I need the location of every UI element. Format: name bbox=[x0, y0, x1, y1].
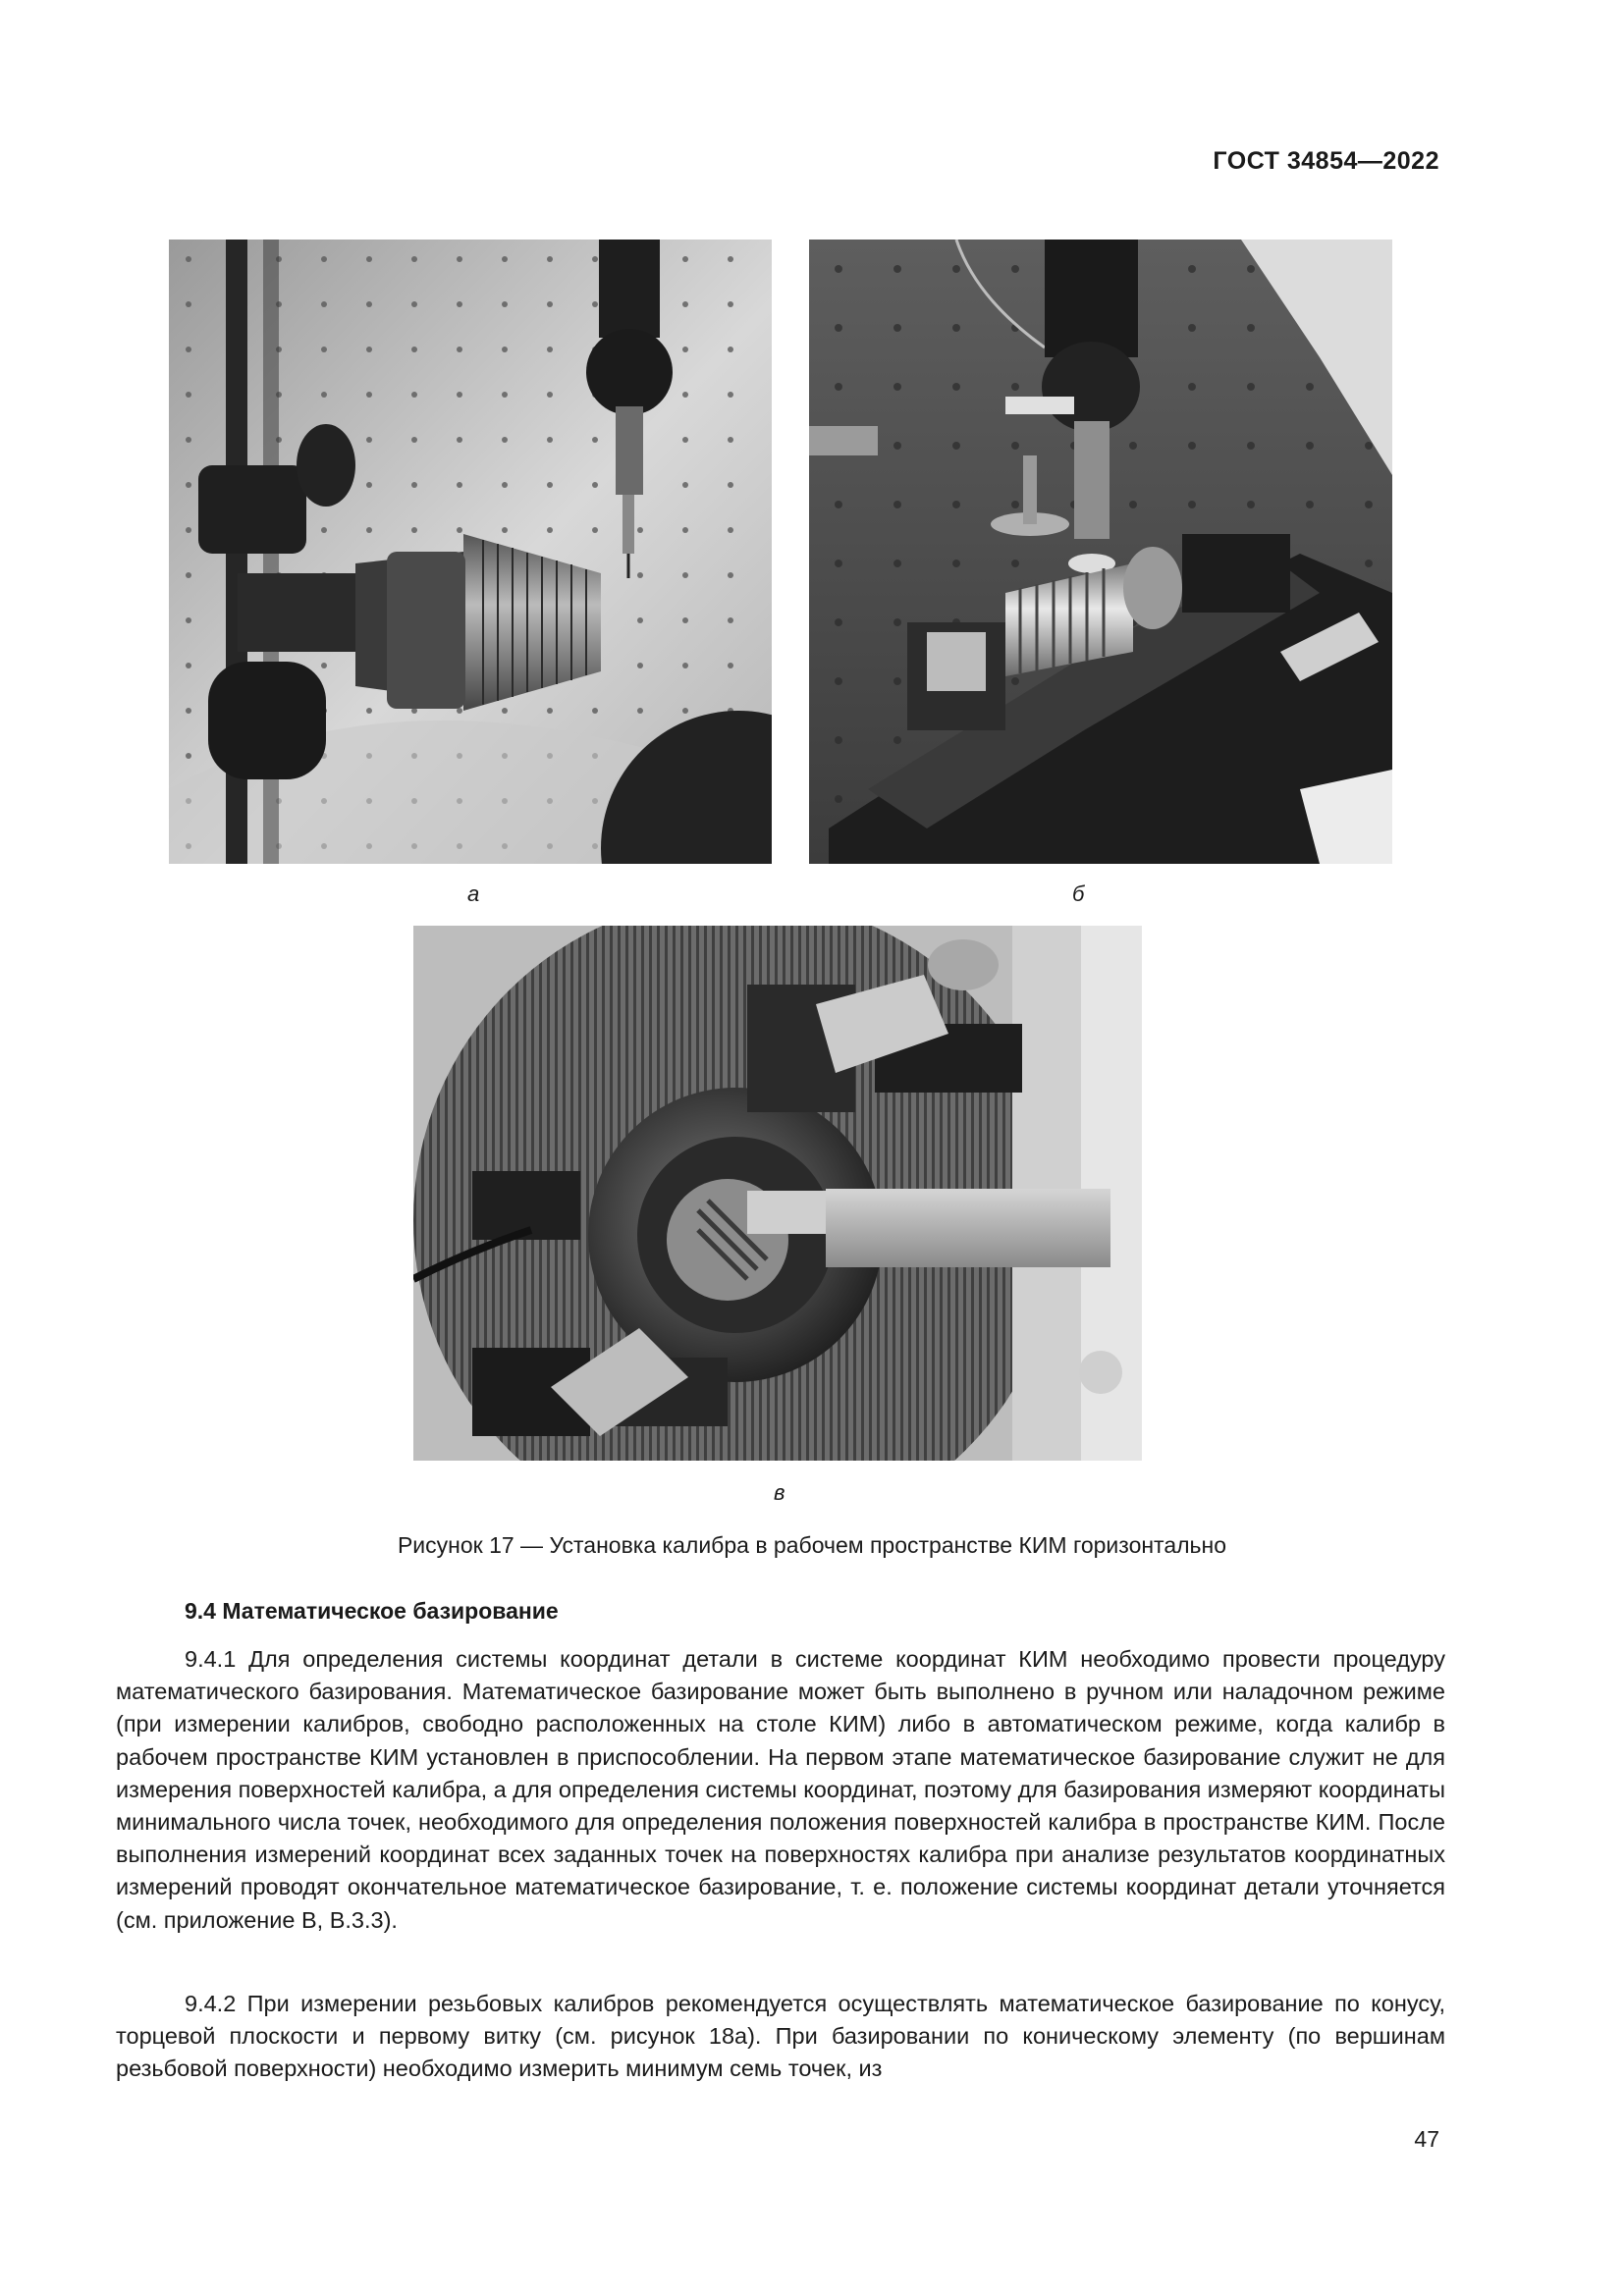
photo-c-illustration bbox=[413, 926, 1142, 1461]
page-number: 47 bbox=[1414, 2126, 1439, 2152]
figure-label-a: а bbox=[467, 881, 480, 906]
paragraph-9-4-2: 9.4.2 При измерении резьбовых калибров рекомендуется осуществлять математическое базирование по конусу, торцевой плоскости и первому витку (см. рисунок 18а). При базировании по коническому элементу (по вершинам резьбовой поверхности) необходимо измерить минимум семь точек, из bbox=[116, 1991, 1445, 2082]
section-title: 9.4 Математическое базирование bbox=[185, 1598, 559, 1624]
figure-photo-c bbox=[413, 926, 1142, 1461]
figure-photo-a bbox=[169, 240, 772, 864]
figure-label-b: б bbox=[1072, 881, 1085, 906]
photo-b-illustration bbox=[809, 240, 1392, 864]
figure-caption: Рисунок 17 — Установка калибра в рабочем пространстве КИМ горизонтально bbox=[397, 1532, 1227, 1558]
paragraph-9-4-1: 9.4.1 Для определения системы координат детали в системе координат КИМ необходимо провести процедуру математического базирования. Математическое базирование может быть выполнено в ручном или наладочном режиме (при измерении калибров, свободно расположенных на столе КИМ) либо в автоматическом режиме, когда калибр в рабочем пространстве КИМ установлен в приспособлении. На первом этапе математическое базирование служит не для измерения поверхностей калибра, а для определения системы координат, поэтому для базирования измеряют координаты минимального числа точек, необходимого для определения положения поверхностей калибра в пространстве КИМ. После выполнения измерений координат всех заданных точек на поверхностях калибра при анализе результатов координатных измерений проводят окончательное математическое базирование, т. е. положение системы координат детали уточняется (см. приложение В, В.3.3). bbox=[116, 1646, 1445, 1933]
photo-a-illustration bbox=[169, 240, 772, 864]
figure-photo-b bbox=[809, 240, 1392, 864]
page-header: ГОСТ 34854—2022 bbox=[1213, 147, 1439, 175]
figure-label-c: в bbox=[774, 1480, 785, 1505]
